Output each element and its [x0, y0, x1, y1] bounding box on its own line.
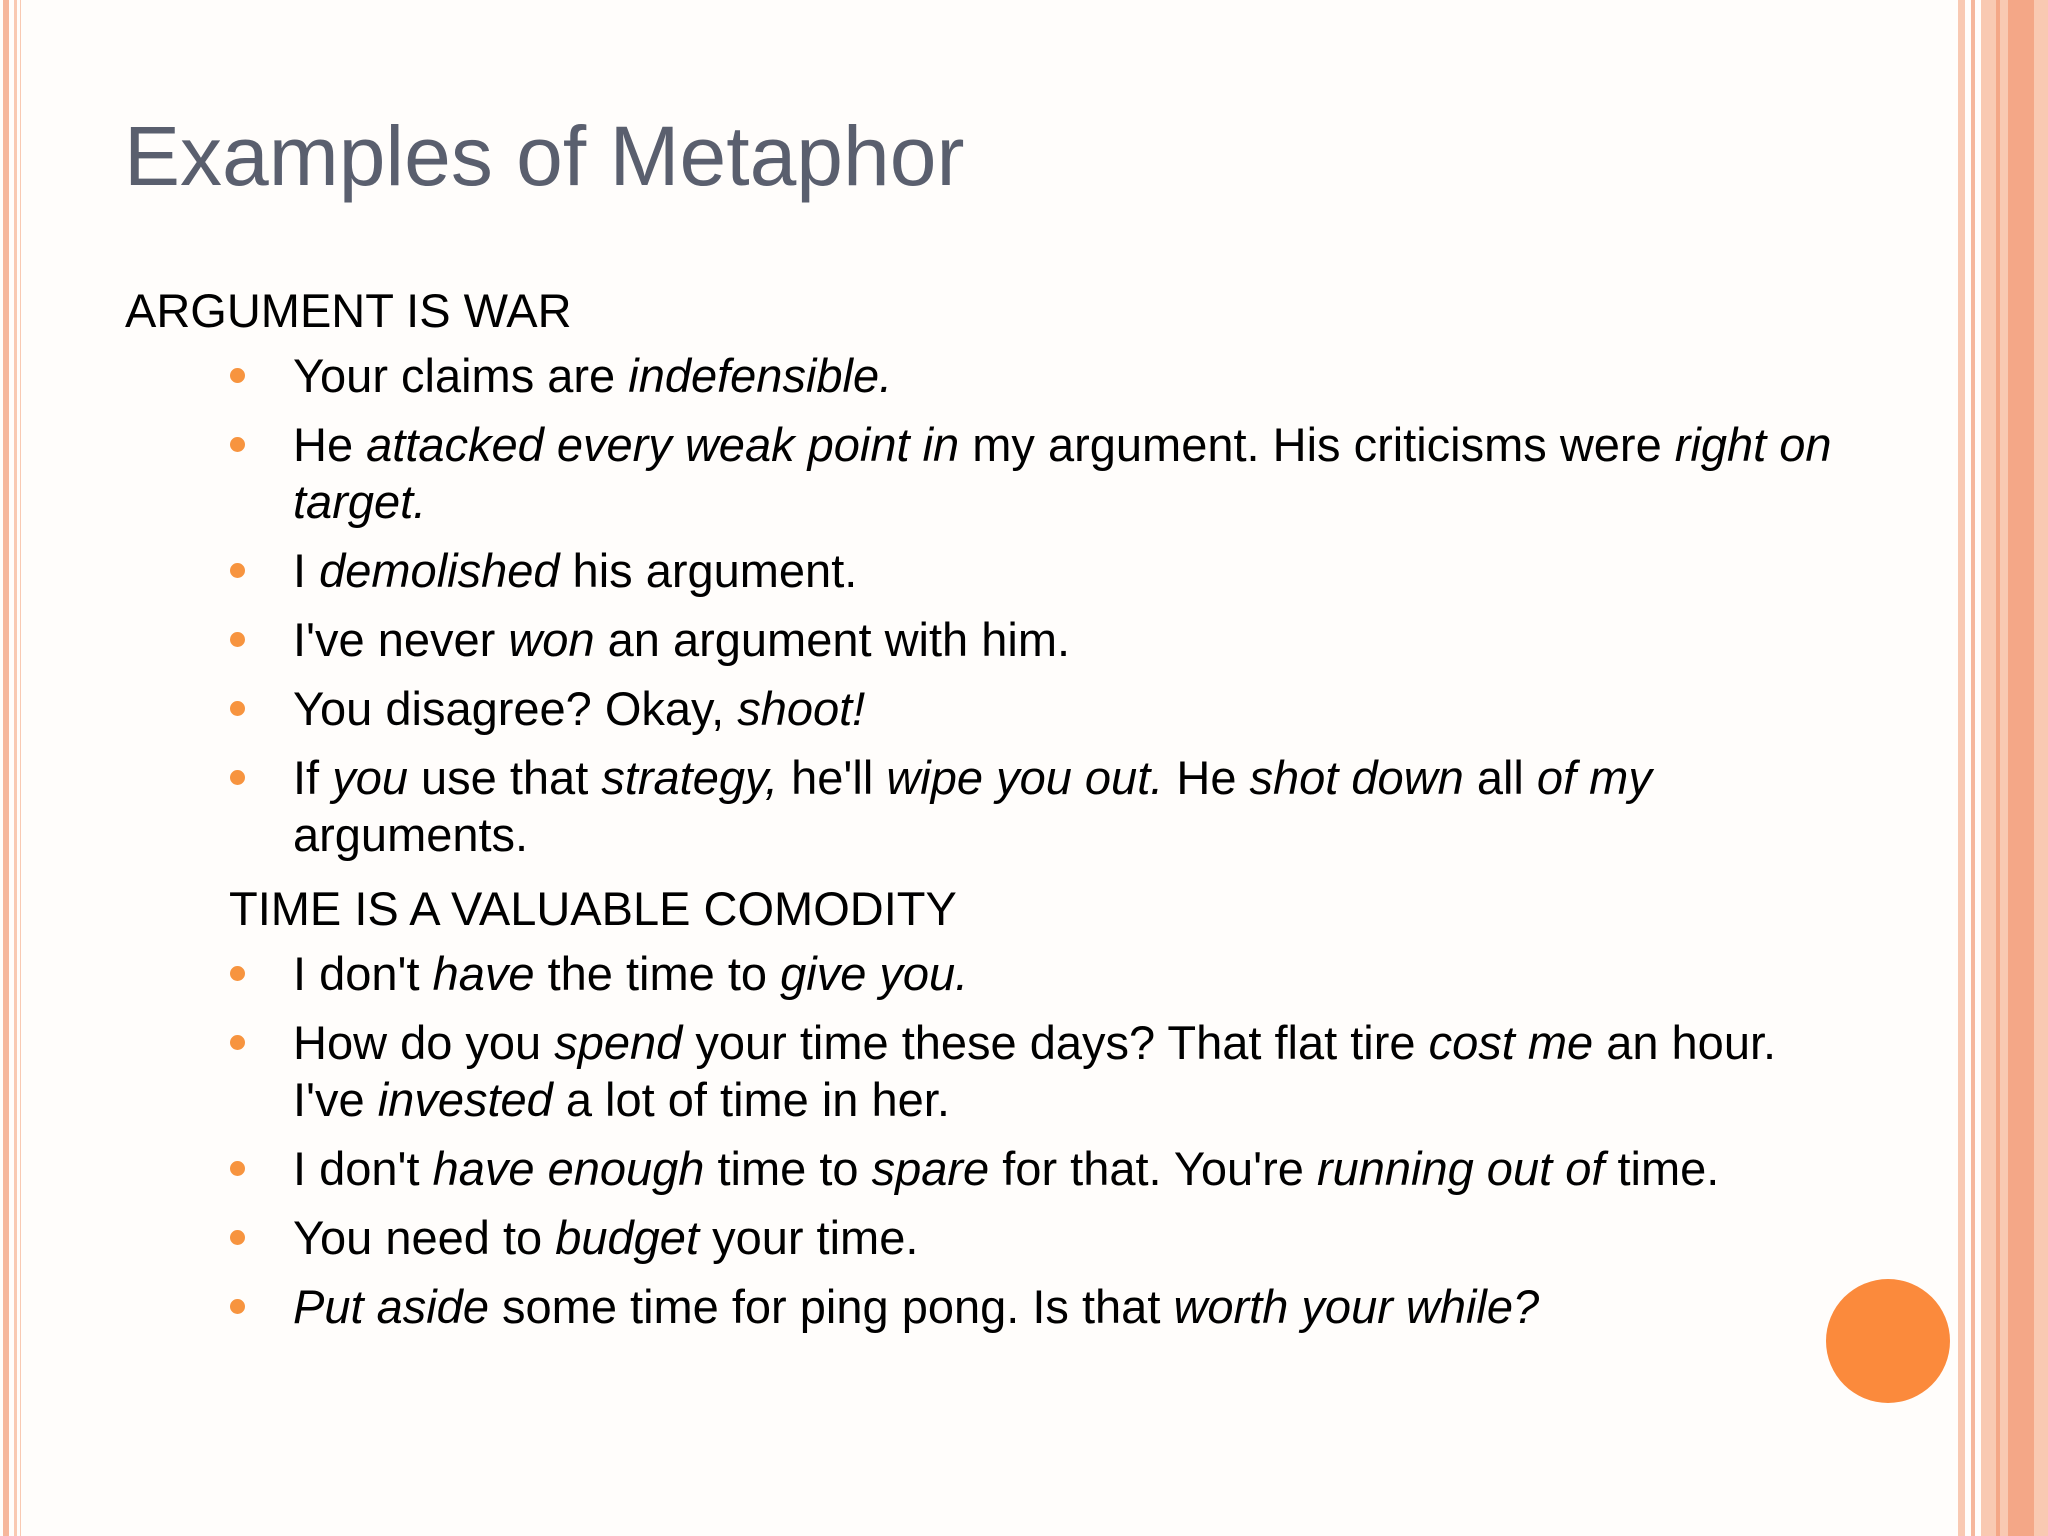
italic-phrase: indefensible.	[628, 349, 893, 402]
text-run: You need to	[293, 1211, 556, 1264]
bullet-dot-icon	[230, 1161, 245, 1176]
section-heading: TIME IS A VALUABLE COMODITY	[229, 882, 957, 935]
bullet-dot-icon	[230, 966, 245, 981]
text-run: his argument.	[559, 544, 858, 597]
text-run: he'll	[778, 751, 887, 804]
italic-phrase: won	[508, 613, 595, 666]
bullet-item	[125, 680, 1835, 737]
bullet-list	[125, 347, 1835, 863]
italic-phrase: budget	[555, 1211, 700, 1264]
italic-phrase: demolished	[319, 544, 560, 597]
text-run: an argument with him.	[594, 613, 1071, 666]
italic-phrase: spend	[554, 1016, 683, 1069]
text-run: all	[1463, 751, 1537, 804]
text-run: I	[293, 544, 320, 597]
text-run: my argument. His criticisms were	[959, 418, 1675, 471]
bullet-item	[125, 1278, 1835, 1335]
italic-phrase: invested	[377, 1073, 553, 1126]
italic-phrase: strategy,	[601, 751, 779, 804]
italic-phrase: worth your while?	[1173, 1280, 1540, 1333]
decorative-circle	[1826, 1279, 1950, 1403]
left-border-stripe	[14, 0, 17, 1536]
bullet-dot-icon	[230, 632, 245, 647]
text-run: your time.	[699, 1211, 919, 1264]
bullet-item	[125, 347, 1835, 404]
bullet-dot-icon	[230, 701, 245, 716]
text-run: I don't	[293, 1142, 433, 1195]
bullet-dot-icon	[230, 368, 245, 383]
italic-phrase: attacked every weak point in	[366, 418, 960, 471]
text-run: You disagree? Okay,	[293, 682, 738, 735]
left-border-stripe	[3, 0, 9, 1536]
italic-phrase: shot down	[1249, 751, 1464, 804]
right-border-stripe	[1958, 0, 1965, 1536]
text-run: your time these days? That flat tire	[682, 1016, 1429, 1069]
left-border-stripe	[20, 0, 21, 1536]
text-run: time.	[1604, 1142, 1720, 1195]
bullet-dot-icon	[230, 437, 245, 452]
italic-phrase: you	[332, 751, 408, 804]
bullet-dot-icon	[230, 1035, 245, 1050]
slide-body	[125, 277, 1835, 1347]
italic-phrase: shoot!	[737, 682, 866, 735]
text-run: an hour. I've	[293, 1016, 1777, 1126]
text-run: Your claims are	[293, 349, 629, 402]
bullet-item	[125, 611, 1835, 668]
bullet-list	[125, 945, 1835, 1335]
text-run: arguments.	[293, 808, 529, 861]
text-run: If	[293, 751, 333, 804]
bullet-item	[125, 945, 1835, 1002]
right-border-stripe	[2008, 0, 2034, 1536]
italic-phrase: cost me	[1428, 1016, 1594, 1069]
right-border-stripe	[1971, 0, 1975, 1536]
italic-phrase: right on target.	[293, 418, 1832, 528]
text-run: He	[1163, 751, 1250, 804]
right-border-stripe	[1996, 0, 2000, 1536]
italic-phrase: running out of	[1316, 1142, 1605, 1195]
italic-phrase: wipe you out.	[886, 751, 1164, 804]
italic-phrase: give you.	[780, 947, 969, 1000]
italic-phrase: Put aside	[293, 1280, 489, 1333]
italic-phrase: have	[432, 947, 535, 1000]
italic-phrase: of my	[1536, 751, 1652, 804]
text-run: for that. You're	[989, 1142, 1317, 1195]
bullet-item	[125, 416, 1835, 530]
bullet-item	[125, 1209, 1835, 1266]
text-run: the time to	[534, 947, 781, 1000]
bullet-item	[125, 749, 1835, 863]
bullet-dot-icon	[230, 563, 245, 578]
bullet-item	[125, 542, 1835, 599]
italic-phrase: have enough	[432, 1142, 705, 1195]
text-run: a lot of time in her.	[552, 1073, 950, 1126]
slide-title: Examples of Metaphor	[124, 109, 965, 203]
bullet-item	[125, 1140, 1835, 1197]
bullet-dot-icon	[230, 1230, 245, 1245]
text-run: I've never	[293, 613, 509, 666]
section-heading: ARGUMENT IS WAR	[125, 284, 572, 337]
text-run: some time for ping pong. Is that	[488, 1280, 1174, 1333]
text-run: I don't	[293, 947, 433, 1000]
text-run: How do you	[293, 1016, 555, 1069]
italic-phrase: spare	[871, 1142, 990, 1195]
bullet-dot-icon	[230, 770, 245, 785]
bullet-item	[125, 1014, 1835, 1128]
text-run: time to	[704, 1142, 872, 1195]
text-run: use that	[407, 751, 602, 804]
bullet-dot-icon	[230, 1299, 245, 1314]
text-run: He	[293, 418, 367, 471]
